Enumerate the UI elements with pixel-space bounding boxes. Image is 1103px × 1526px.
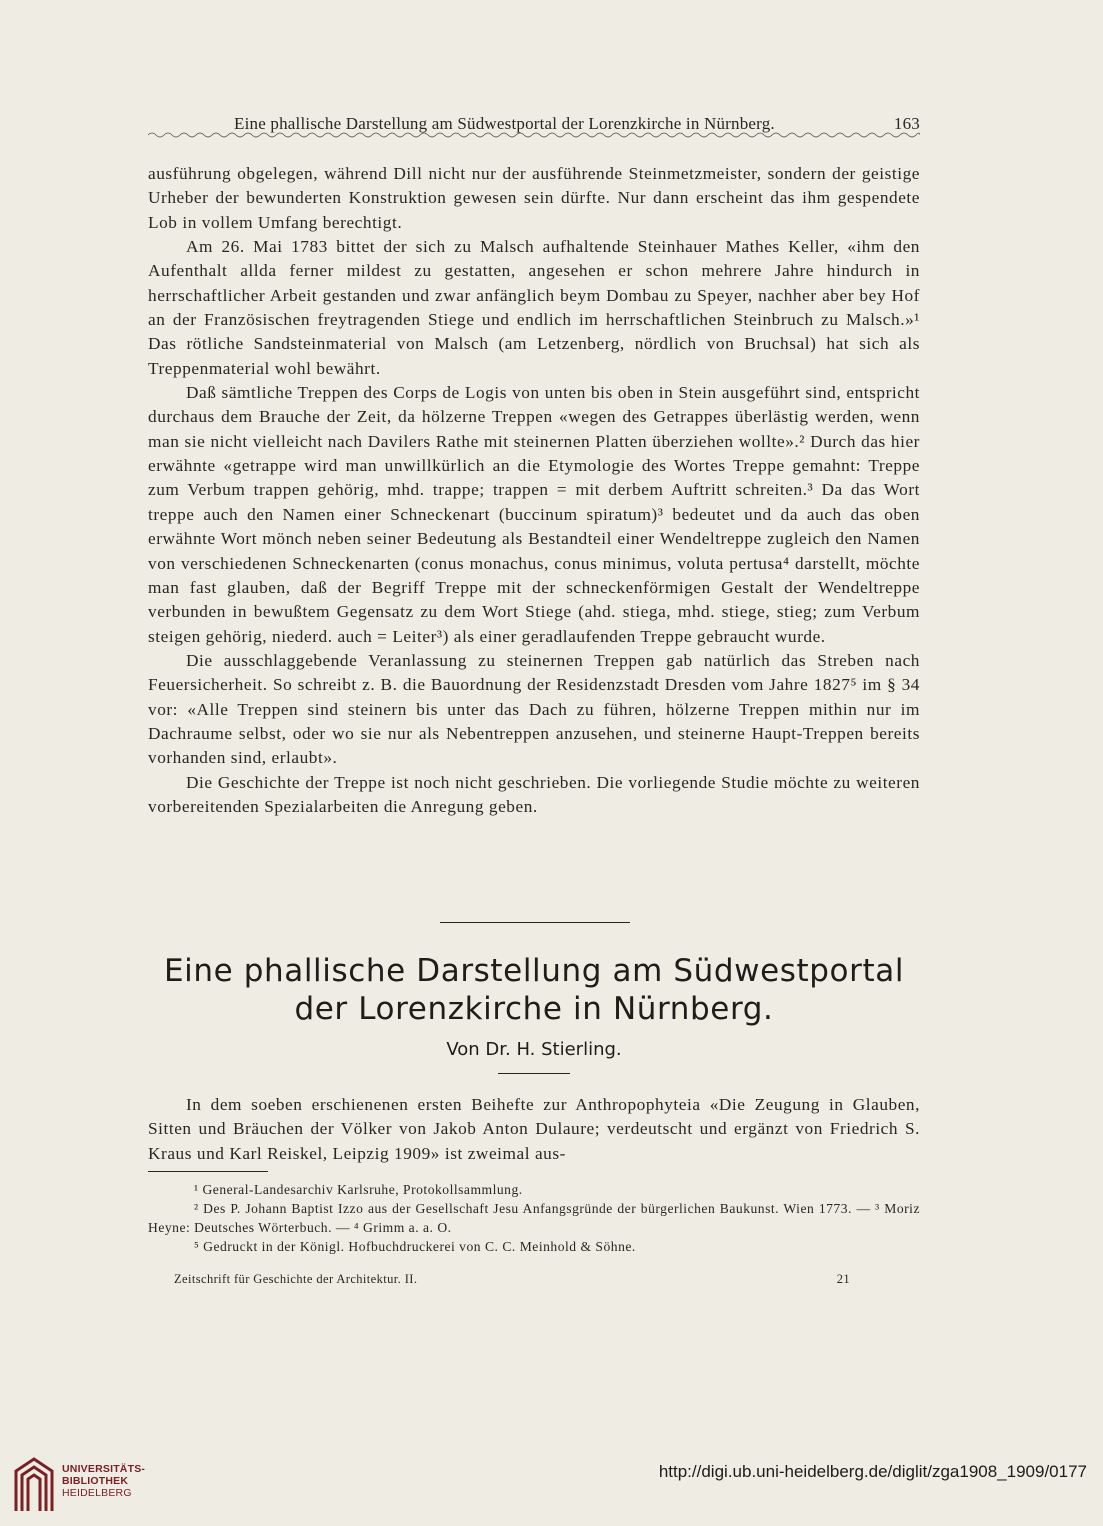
- journal-name: Zeitschrift für Geschichte der Architektur. II.: [174, 1272, 418, 1286]
- source-url-link[interactable]: http://digi.ub.uni-heidelberg.de/diglit/zga1908_1909/0177: [658, 1462, 1087, 1481]
- footnote-1: ¹ General-Landesarchiv Karlsruhe, Protokollsammlung.: [194, 1182, 523, 1197]
- running-head-title: Eine phallische Darstellung am Südwestportal der Lorenzkirche in Nürnberg.: [234, 114, 775, 133]
- page-number: 163: [893, 114, 920, 133]
- paragraph-4: Die ausschlaggebende Veranlassung zu steinernen Treppen gab natürlich das Streben nach Feuersicherheit. So schreibt z. B. die Bauordnung der Residenzstadt Dresden vom Jahre 1827⁵ im § 34 vor: «Alle Treppen sind steinern bis unter das Dach zu führen, hölzerne Treppen mithin nur im Dachraume selbst, oder wo sie nur als Nebentreppen anzusehen, und steinerne Haupt-Treppen bereits vorhanden sind, erlaubt».: [148, 650, 920, 768]
- footnote-rule: [148, 1171, 268, 1172]
- body-text-previous-article: [148, 162, 920, 819]
- library-city: HEIDELBERG: [62, 1487, 132, 1499]
- page-footer: [174, 1272, 850, 1287]
- paragraph-2: Am 26. Mai 1783 bittet der sich zu Malsch aufhaltende Steinhauer Mathes Keller, «ihm den Aufenthalt allda ferner mildest zu gestatten, angesehen er schon mehrere Jahre hindurch in herrschaftlicher Arbeit gestanden und zwar anfänglich beym Dombau zu Speyer, nachher aber bey Hof an der Französischen freytragenden Stiege und endlich im herrschaftlichen Steinbruch zu Malsch.»¹ Das rötliche Sandsteinmaterial von Malsch (am Letzenberg, nördlich von Bruchsal) hat sich als Treppenmaterial wohl bewährt.: [148, 237, 920, 378]
- signature-mark: 21: [836, 1272, 850, 1286]
- library-name: [62, 1463, 145, 1499]
- running-head-wavy-rule: [148, 131, 920, 139]
- footnote-2: ² Des P. Johann Baptist Izzo aus der Gesellschaft Jesu Anfangsgründe der bürgerlichen Baukunst. Wien 1773. — ³ Moriz Heyne: Deutsches Wörterbuch. — ⁴ Grimm a. a. O.: [148, 1201, 920, 1235]
- footnote-3: ⁵ Gedruckt in der Königl. Hofbuchdruckerei von C. C. Meinhold & Söhne.: [194, 1239, 636, 1254]
- paragraph-3: Daß sämtliche Treppen des Corps de Logis von unten bis oben in Stein ausgeführt sind, entspricht durchaus dem Brauche der Zeit, da hölzerne Treppen «wegen des Getrappes überlästig werden, wenn man sie nicht vielleicht nach Davilers Rathe mit steinernen Platten überziehen wollte».² Durch das hier erwähnte «getrappe wird man unwillkürlich an die Etymologie des Wortes Treppe gemahnt: Treppe zum Verbum trappen gehörig, mhd. trappe; trappen = mit derbem Auftritt schreiten.³ Da das Wort treppe auch den Namen einer Schneckenart (buccinum spiratum)³ bedeutet und da auch das oben erwähnte Wort mönch neben seiner Bedeutung als Bestandteil einer Wendeltreppe zugleich den Namen von verschiedenen Schneckenarten (conus monachus, conus minimus, voluta pertusa⁴ darstellt, möchte man fast glauben, daß der Begriff Treppe mit der schneckenförmigen Gestalt der Wendeltreppe verbunden in bewußtem Gegensatz zu dem Wort Stiege (ahd. stiega, mhd. stiege, stieg; zum Verbum steigen gehörig, niederd. auch = Leiter³) als einer geradlaufenden Treppe gebraucht wurde.: [148, 383, 920, 646]
- article-title-line-1: Eine phallische Darstellung am Südwestportal: [163, 953, 905, 989]
- paragraph-5: Die Geschichte der Treppe ist noch nicht geschrieben. Die vorliegende Studie möchte zu weiteren vorbereitenden Spezialarbeiten die Anregung geben.: [148, 772, 920, 816]
- article-paragraph-1: In dem soeben erschienenen ersten Beihefte zur Anthropophyteia «Die Zeugung in Glauben, Sitten und Bräuchen der Völker von Jakob Anton Dulaure; verdeutscht und ergänzt von Friedrich S. Kraus und Karl Reiskel, Leipzig 1909» ist zweimal aus-: [148, 1095, 920, 1163]
- library-name-line-2: BIBLIOTHEK: [62, 1475, 129, 1487]
- library-name-line-1: UNIVERSITÄTS-: [62, 1463, 146, 1475]
- library-logo-icon: [12, 1455, 58, 1515]
- article-author: Von Dr. H. Stierling.: [446, 1039, 622, 1060]
- author-divider: [498, 1073, 570, 1074]
- footnotes: [148, 1180, 920, 1256]
- section-divider: [440, 922, 630, 923]
- article-body: [148, 1093, 920, 1166]
- article-title-line-2: der Lorenzkirche in Nürnberg.: [294, 991, 774, 1027]
- article-title: [148, 952, 920, 1028]
- paragraph-1: ausführung obgelegen, während Dill nicht nur der ausführende Steinmetzmeister, sondern der geistige Urheber der bewunderten Konstruktion gewesen sein dürfte. Nur dann erscheint das ihm gespendete Lob in vollem Umfang berechtigt.: [148, 164, 920, 232]
